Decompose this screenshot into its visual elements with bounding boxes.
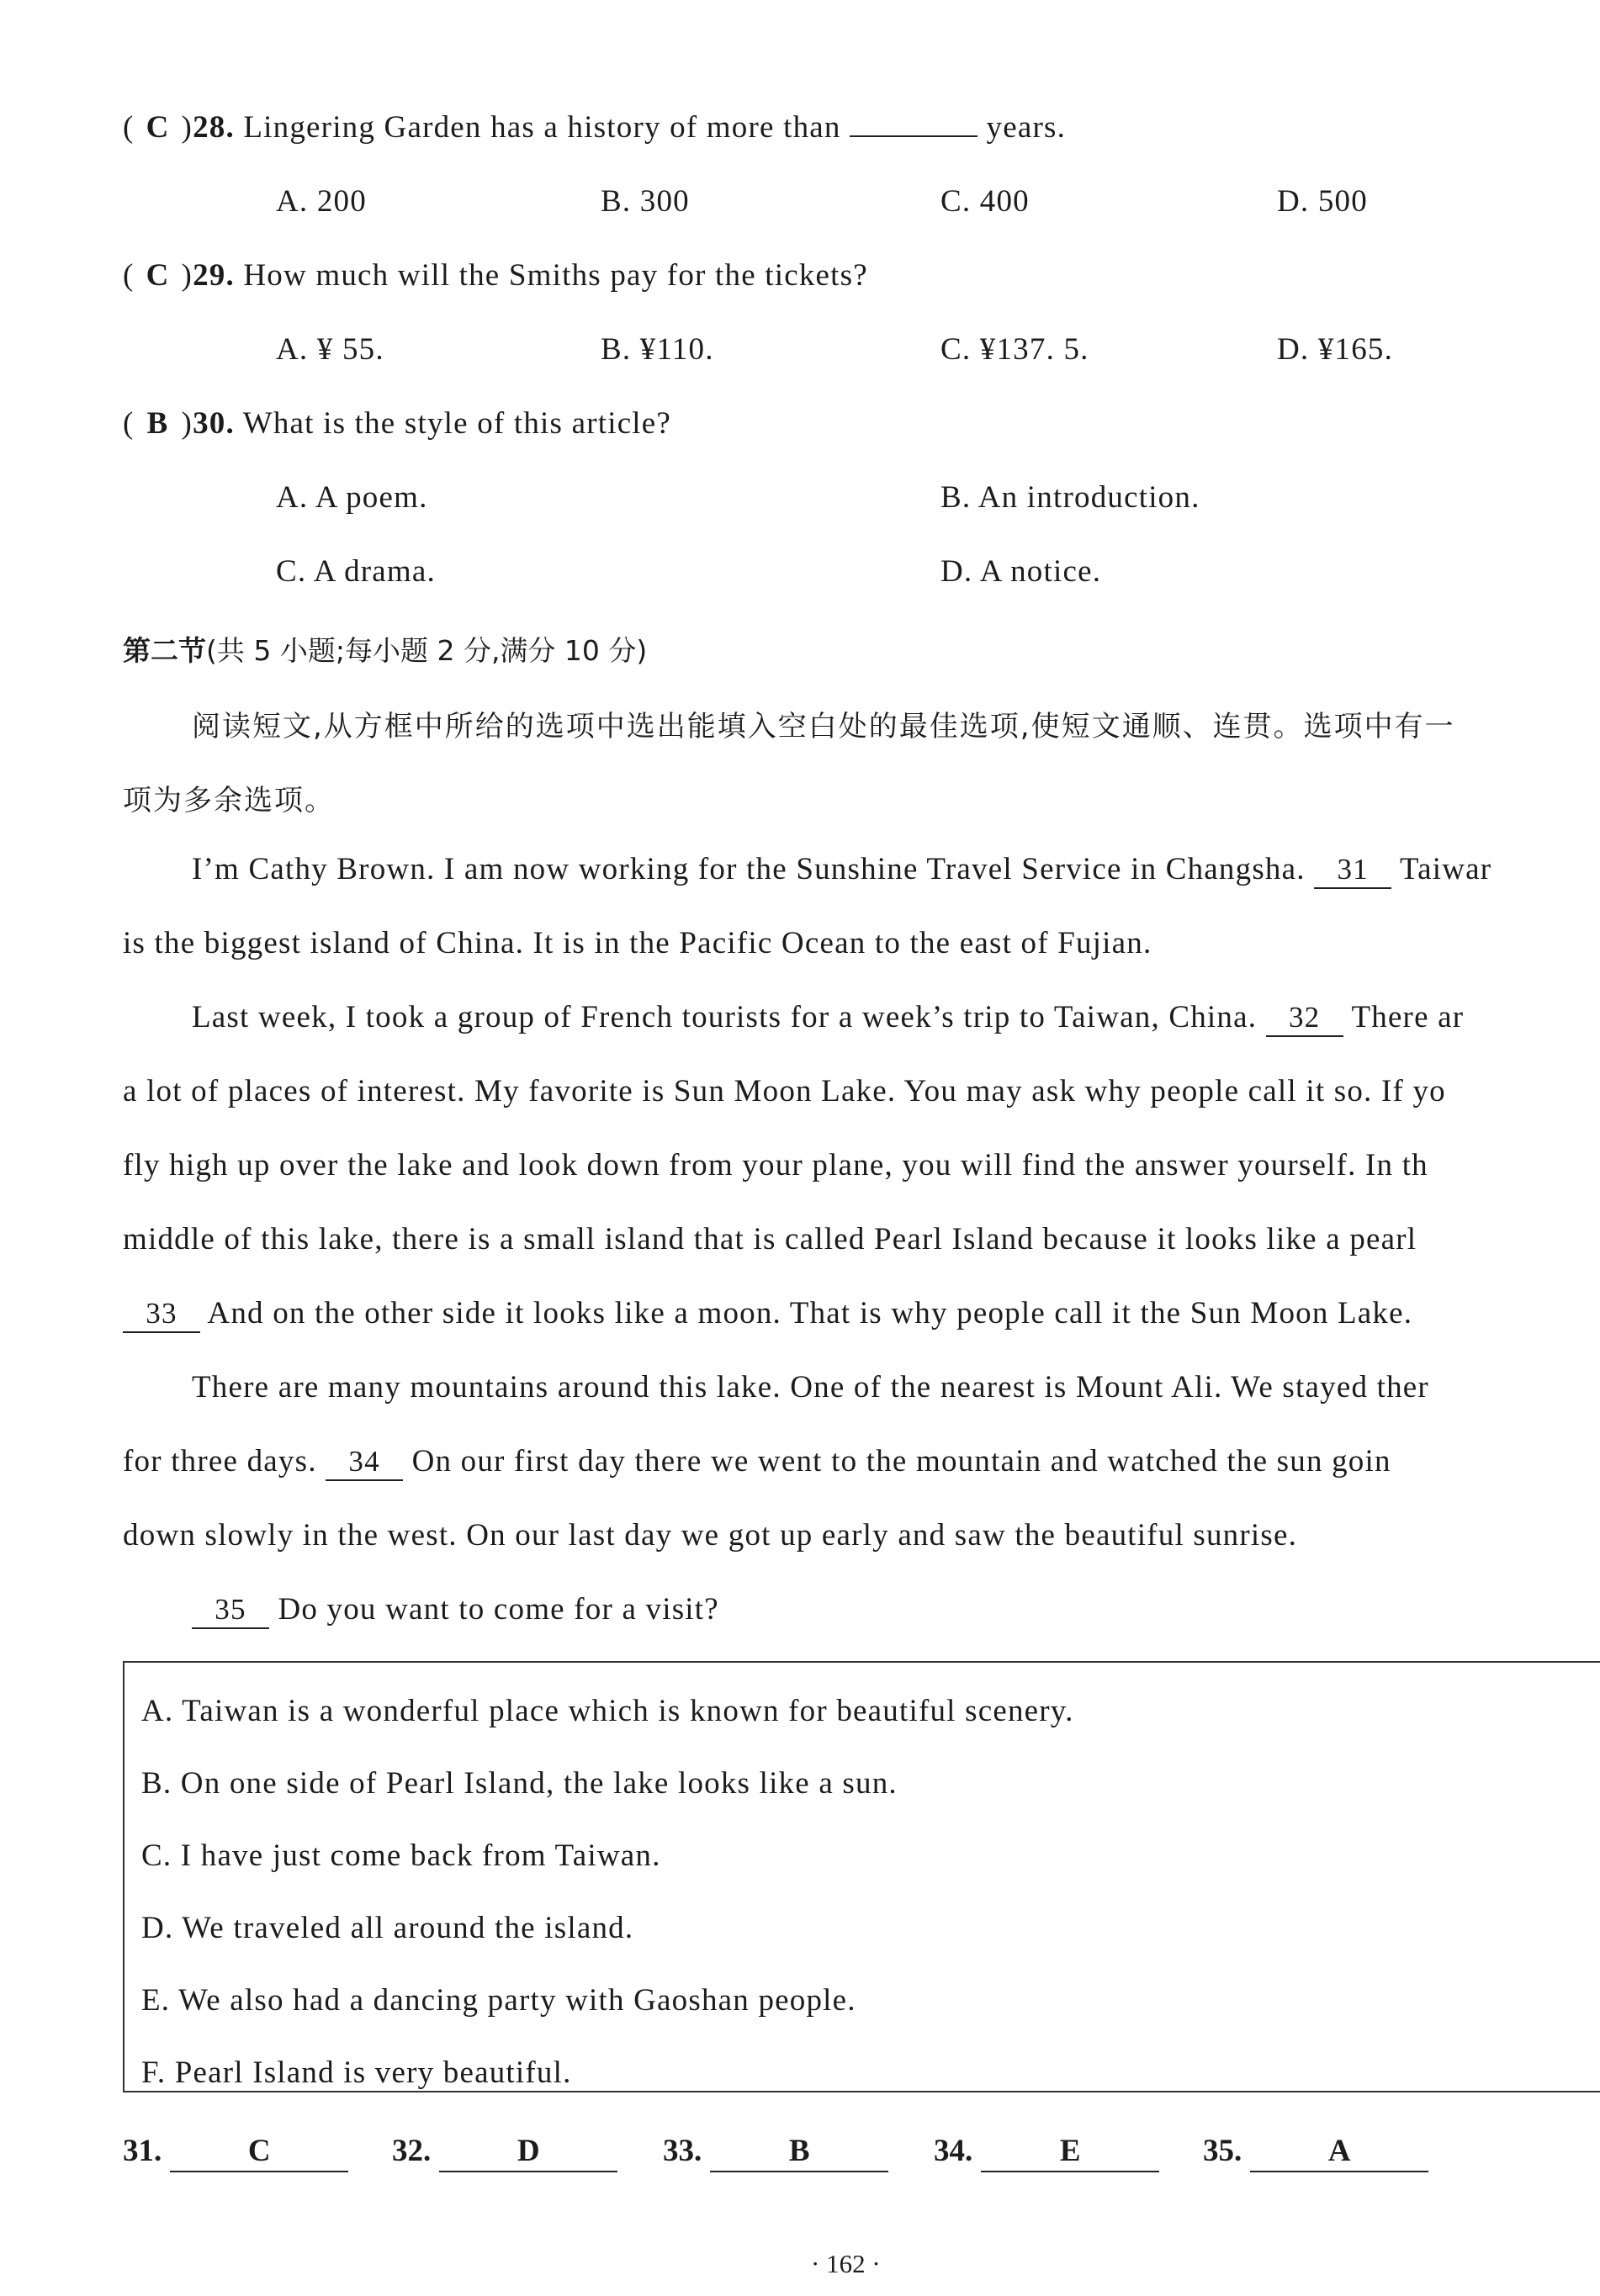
option-28d: D. 500: [1277, 184, 1368, 219]
page-number-value: 162: [826, 2249, 866, 2278]
passage-line: [192, 851, 1491, 889]
option-30b: B. An introduction.: [940, 480, 1200, 515]
instruction-line-1: 阅读短文,从方框中所给的选项中选出能填入空白处的最佳选项,使短文通顺、连贯。选项中有一: [192, 710, 1455, 743]
passage-line: middle of this lake, there is a small island that is called Pearl Island because it looks like a pearl: [123, 1222, 1417, 1256]
box-option-f: F. Pearl Island is very beautiful.: [141, 2055, 572, 2090]
blank-35: 35: [192, 1595, 269, 1629]
option-30d: D. A notice.: [940, 554, 1102, 589]
passage-line: [192, 999, 1464, 1037]
answer-paren-open: (: [123, 258, 135, 293]
passage-text: Do you want to come for a visit?: [278, 1592, 719, 1627]
question-stem: What is the style of this article?: [242, 406, 672, 441]
passage-line: a lot of places of interest. My favorite is Sun Moon Lake. You may ask why people call it so. If yo: [123, 1074, 1446, 1108]
answer-value: A: [1250, 2133, 1428, 2172]
answer-29: C: [146, 258, 170, 293]
page-number-bullet: ·: [811, 2249, 820, 2278]
answer-32: [392, 2133, 617, 2172]
answer-value: C: [170, 2133, 348, 2172]
passage-text: There ar: [1351, 1000, 1465, 1034]
answer-number: 33.: [663, 2134, 702, 2168]
answer-paren-close: ): [181, 258, 193, 293]
answer-value: B: [710, 2133, 888, 2172]
option-28c: C. 400: [940, 184, 1030, 219]
page-number: [811, 2249, 881, 2279]
passage-line: There are many mountains around this lake. One of the nearest is Mount Ali. We stayed ther: [192, 1370, 1429, 1405]
passage-text: Last week, I took a group of French tourists for a week’s trip to Taiwan, China.: [192, 1000, 1258, 1034]
answer-paren-open: (: [123, 406, 135, 441]
blank-32: 32: [1266, 1003, 1343, 1037]
question-number: 28.: [193, 110, 235, 145]
answer-value: E: [981, 2133, 1159, 2172]
option-29c: C. ¥137. 5.: [940, 332, 1089, 367]
passage-text: I’m Cathy Brown. I am now working for the Sunshine Travel Service in Changsha.: [192, 852, 1306, 886]
passage-text: for three days.: [123, 1444, 317, 1479]
answer-number: 34.: [934, 2134, 973, 2168]
option-30a: A. A poem.: [276, 480, 428, 515]
question-stem: How much will the Smiths pay for the tickets?: [243, 258, 868, 293]
question-29: [123, 257, 868, 294]
box-option-d: D. We traveled all around the island.: [141, 1911, 634, 1945]
question-number: 29.: [193, 258, 235, 293]
blank-34: 34: [326, 1447, 403, 1481]
passage-line: is the biggest island of China. It is in the Pacific Ocean to the east of Fujian.: [123, 926, 1152, 960]
passage-text: Taiwar: [1399, 852, 1492, 886]
passage-text: And on the other side it looks like a moon. That is why people call it the Sun Moon Lake.: [207, 1296, 1413, 1331]
answer-31: [123, 2133, 348, 2172]
section-heading: [123, 629, 647, 669]
option-29b: B. ¥110.: [601, 332, 714, 367]
option-29d: D. ¥165.: [1277, 332, 1394, 367]
answer-28: C: [146, 110, 170, 145]
fill-blank: [850, 112, 977, 137]
passage-line: down slowly in the west. On our last day we got up early and saw the beautiful sunrise.: [123, 1518, 1298, 1553]
answer-number: 32.: [392, 2134, 432, 2168]
box-option-a: A. Taiwan is a wonderful place which is known for beautiful scenery.: [141, 1694, 1074, 1728]
question-28: [123, 109, 1066, 145]
question-stem-end: years.: [986, 110, 1067, 145]
section-scoring: (共 5 小题;每小题 2 分,满分 10 分): [206, 634, 648, 667]
passage-line: fly high up over the lake and look down from your plane, you will find the answer yourself. In th: [123, 1148, 1428, 1182]
answer-30: B: [146, 406, 169, 441]
options-box: [123, 1661, 1600, 2092]
answer-number: 35.: [1203, 2134, 1242, 2168]
passage-text: On our first day there we went to the mountain and watched the sun goin: [411, 1444, 1391, 1479]
answer-34: [934, 2133, 1159, 2172]
answer-paren-close: ): [181, 110, 193, 145]
answer-number: 31.: [123, 2134, 162, 2168]
blank-33: 33: [123, 1299, 200, 1333]
passage-line: [123, 1295, 1412, 1333]
option-30c: C. A drama.: [276, 554, 436, 589]
answer-paren-close: ): [181, 406, 193, 441]
box-option-c: C. I have just come back from Taiwan.: [141, 1838, 661, 1873]
option-28a: A. 200: [276, 184, 367, 219]
question-number: 30.: [193, 406, 235, 441]
box-option-e: E. We also had a dancing party with Gaoshan people.: [141, 1983, 856, 2018]
option-29a: A. ¥ 55.: [276, 332, 384, 367]
instruction-line-2: 项为多余选项。: [123, 784, 335, 817]
passage-line: [192, 1591, 719, 1629]
answer-33: [663, 2133, 888, 2172]
answer-value: D: [439, 2133, 617, 2172]
answer-35: [1203, 2133, 1428, 2172]
question-30: [123, 405, 671, 442]
box-option-b: B. On one side of Pearl Island, the lake looks like a sun.: [141, 1766, 898, 1801]
section-title: 第二节: [123, 634, 206, 667]
passage-line: [123, 1443, 1391, 1481]
question-stem: Lingering Garden has a history of more than: [243, 110, 841, 145]
blank-31: 31: [1314, 854, 1391, 889]
option-28b: B. 300: [601, 184, 690, 219]
answer-paren-open: (: [123, 110, 135, 145]
page-number-bullet: ·: [872, 2249, 881, 2278]
